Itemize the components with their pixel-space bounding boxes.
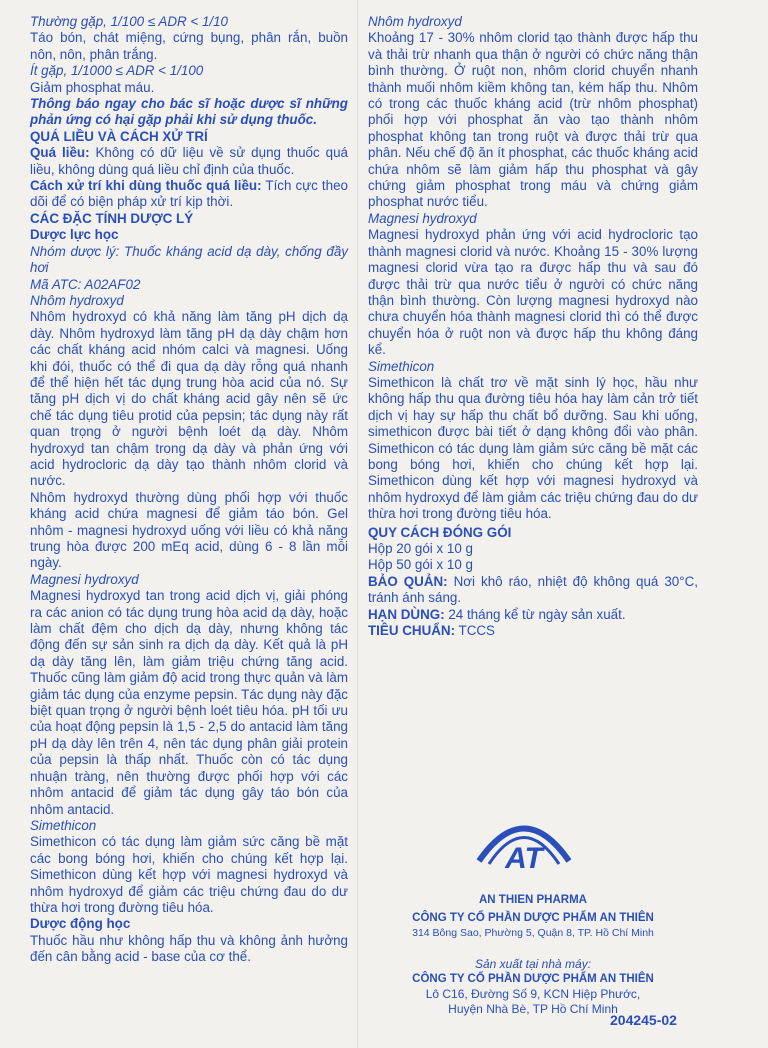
atc-code: Mã ATC: A02AF02	[30, 276, 141, 292]
document-code: 204245-02	[610, 1012, 677, 1028]
right-column	[368, 14, 698, 639]
magnesium-subheading: Magnesi hydroxyd	[30, 571, 139, 587]
packaging-option-20: Hộp 20 gói x 10 g	[368, 541, 473, 556]
pharmacokinetics-heading: Dược động học	[30, 916, 131, 932]
manufacturer-block	[368, 893, 698, 1017]
company-address: 314 Bông Sao, Phường 5, Quận 8, TP. Hồ Chí Minh	[412, 927, 654, 939]
overdose-handling-label: Cách xử trí khi dùng thuốc quá liều:	[30, 178, 262, 194]
pharmacodynamics-heading: Dược lực học	[30, 227, 119, 243]
company-logo	[464, 806, 584, 891]
left-column	[30, 14, 348, 966]
adr-uncommon-text: Giảm phosphat máu.	[30, 79, 155, 95]
aluminium-subheading: Nhôm hydroxyd	[30, 292, 124, 308]
factory-name: CÔNG TY CỔ PHẦN DƯỢC PHẨM AN THIÊN	[412, 973, 654, 985]
pharmacology-heading: CÁC ĐẶC TÍNH DƯỢC LÝ	[30, 210, 194, 226]
company-name: CÔNG TY CỔ PHẦN DƯỢC PHẨM AN THIÊN	[412, 912, 654, 924]
pk-magnesium-text: Magnesi hydroxyd phản ứng với acid hydrocloric tạo thành magnesi clorid và nước. Khoảng 15 - 30% lượng magnesi clorid vừa tạo ra được hấp thu và sau đó được thải trừ qua nước tiểu ở người có chức năng thận bình thường. Còn lượng magnesi hydroxyd nào chưa chuyển hóa thành magnesi clorid thì có thể được chuyển hóa ở ruột non và được hấp thu không đáng kể.	[368, 227, 698, 358]
overdose-handling-paragraph	[30, 178, 348, 211]
shelf-life-label: HẠN DÙNG:	[368, 606, 445, 622]
packaging-option-50: Hộp 50 gói x 10 g	[368, 557, 473, 573]
storage-label: BẢO QUẢN:	[368, 573, 448, 589]
column-fold-line	[357, 0, 358, 1048]
factory-address-2: Huyện Nhà Bè, TP Hồ Chí Minh	[448, 1002, 618, 1016]
standard-paragraph	[368, 623, 698, 639]
overdose-text: Không có dữ liệu về sử dụng thuốc quá liều, không dùng quá liều chỉ định của thuốc.	[30, 145, 348, 177]
an-thien-logo-icon	[469, 806, 579, 886]
adr-common-heading: Thường gặp, 1/100 ≤ ADR < 1/10	[30, 14, 229, 29]
storage-text: Nơi khô ráo, nhiệt độ không quá 30°C, tránh ánh sáng.	[368, 573, 698, 606]
adr-uncommon-heading: Ít gặp, 1/1000 ≤ ADR < 1/100	[30, 63, 204, 79]
pk-aluminium-text: Khoảng 17 - 30% nhôm clorid tạo thành được hấp thu và thải trừ nhanh qua thận ở người có chức năng thận bình thường. Ở ruột non, nhôm clorid chuyển nhanh thành muối nhôm kiềm không tan, kém hấp thu. Nhôm có trong các thuốc kháng acid (trừ nhôm phosphat) phối hợp với phosphat ăn vào tạo thành nhôm phosphat không tan trong ruột và được thải trừ qua phân. Nếu chế độ ăn ít phosphat, các thuốc kháng acid chứa nhôm sẽ làm giảm hấp thu phosphat và gây chứng giảm phosphat trong máu và chứng giảm phosphat nước tiểu.	[368, 30, 698, 210]
pk-aluminium-subheading: Nhôm hydroxyd	[368, 14, 462, 29]
pharmacokinetics-text: Thuốc hầu như không hấp thu và không ảnh hưởng đến cân bằng acid - base của cơ thể.	[30, 932, 348, 965]
aluminium-text-1: Nhôm hydroxyd có khả năng làm tăng pH dịch dạ dày. Nhôm hydroxyd làm tăng pH dạ dày chậm hơn các chất kháng acid nhóm calci và magnesi. Uống khi đói, thuốc có thể đi qua dạ dày rỗng quá nhanh để thể hiện hết tác dụng trung hòa acid của nó. Sự tăng pH dịch vị do chất kháng acid gây nên sẽ ức chế tác dụng tiêu protid của pepsin; tác dụng này rất quan trọng ở người bệnh loét dạ dày. Nhôm hydroxyd tan chậm trong dạ dày và phản ứng với acid hydrocloric dạ dày tạo thành nhôm clorid và nước.	[30, 309, 348, 489]
packaging-heading: QUY CÁCH ĐÓNG GÓI	[368, 524, 512, 540]
logo-letters: AT	[505, 842, 543, 875]
overdose-heading: QUÁ LIỀU VÀ CÁCH XỬ TRÍ	[30, 128, 208, 144]
factory-address-1: Lô C16, Đường Số 9, KCN Hiệp Phước,	[425, 987, 641, 1001]
standard-label: TIÊU CHUẨN:	[368, 623, 456, 639]
magnesium-text: Magnesi hydroxyd tan trong acid dịch vị, giải phóng ra các anion có tác dụng trung hòa acid dạ dày, hoặc làm chất đệm cho dịch dạ dày, nhưng không tác động đến sự sản sinh ra dịch dạ dày. Kết quả là pH dạ dày tăng lên, làm giảm triệu chứng tăng acid. Thuốc cũng làm giảm độ acid trong thực quản và làm giảm tác dụng của enzyme pepsin. Tác dụng này đặc biệt quan trọng ở người bệnh loét tiêu hóa. pH tối ưu của hoạt động pepsin là 1,5 - 2,5 do antacid làm tăng pH dạ dày lên trên 4, nên tác dụng phân giải protein của pepsin là thấp nhất. Thuốc còn có tác dụng nhuận tràng, nên thường được phối hợp với các nhôm antacid để giảm tác dụng gây táo bón của nhôm antacid.	[30, 588, 348, 817]
adr-notice: Thông báo ngay cho bác sĩ hoặc dược sĩ những phản ứng có hại gặp phải khi sử dụng thuốc.	[30, 96, 348, 128]
shelf-life-paragraph	[368, 607, 698, 623]
pk-simethicone-text: Simethicon là chất trơ về mặt sinh lý học, hầu như không hấp thu qua đường tiêu hóa hay làm cản trở tiết dịch vị hay sự hấp thu chất bổ dưỡng. Sau khi uống, simethicon được bài tiết ở dạng không đổi vào phân. Simethicon có tác dụng làm giảm sức căng bề mặt các bong bóng hơi, khiến cho chúng kết hợp lại. Simethicon dùng kết hợp với magnesi hydroxyd và nhôm hydroxyd để làm giảm các triệu chứng đau do dư thừa hơi trong đường tiêu hóa.	[368, 374, 698, 522]
adr-common-text: Táo bón, chát miệng, cứng bụng, phân rắn, buồn nôn, nôn, phân trắng.	[30, 30, 348, 62]
simethicone-subheading: Simethicon	[30, 817, 97, 833]
shelf-life-text: 24 tháng kể từ ngày sản xuất.	[444, 606, 626, 622]
pharmacologic-group: Nhóm dược lý: Thuốc kháng acid dạ dày, chống đầy hơi	[30, 243, 348, 276]
storage-paragraph	[368, 574, 698, 607]
overdose-paragraph	[30, 145, 348, 178]
pk-magnesium-subheading: Magnesi hydroxyd	[368, 210, 477, 226]
factory-label: Sản xuất tại nhà máy:	[474, 957, 592, 971]
overdose-label: Quá liều:	[30, 145, 90, 161]
aluminium-text-2: Nhôm hydroxyd thường dùng phối hợp với thuốc kháng acid chứa magnesi để giảm táo bón. Gel nhôm - magnesi hydroxyd uống với liều có khả năng trung hòa được 200 mEq acid, dùng 6 - 8 lần mỗi ngày.	[30, 489, 348, 571]
standard-text: TCCS	[455, 623, 495, 639]
pk-simethicone-subheading: Simethicon	[368, 358, 435, 374]
brand-name: AN THIEN PHARMA	[479, 894, 587, 906]
simethicone-text: Simethicon có tác dụng làm giảm sức căng bề mặt các bong bóng hơi, khiến cho chúng kết hợp lại. Simethicon dùng kết hợp với magnesi hydroxyd và nhôm hydroxyd để giảm các triệu chứng đau do dư thừa hơi trong đường tiêu hóa.	[30, 834, 348, 915]
overdose-handling-text: Tích cực theo dõi để có biện pháp xử trí kịp thời.	[30, 178, 348, 210]
